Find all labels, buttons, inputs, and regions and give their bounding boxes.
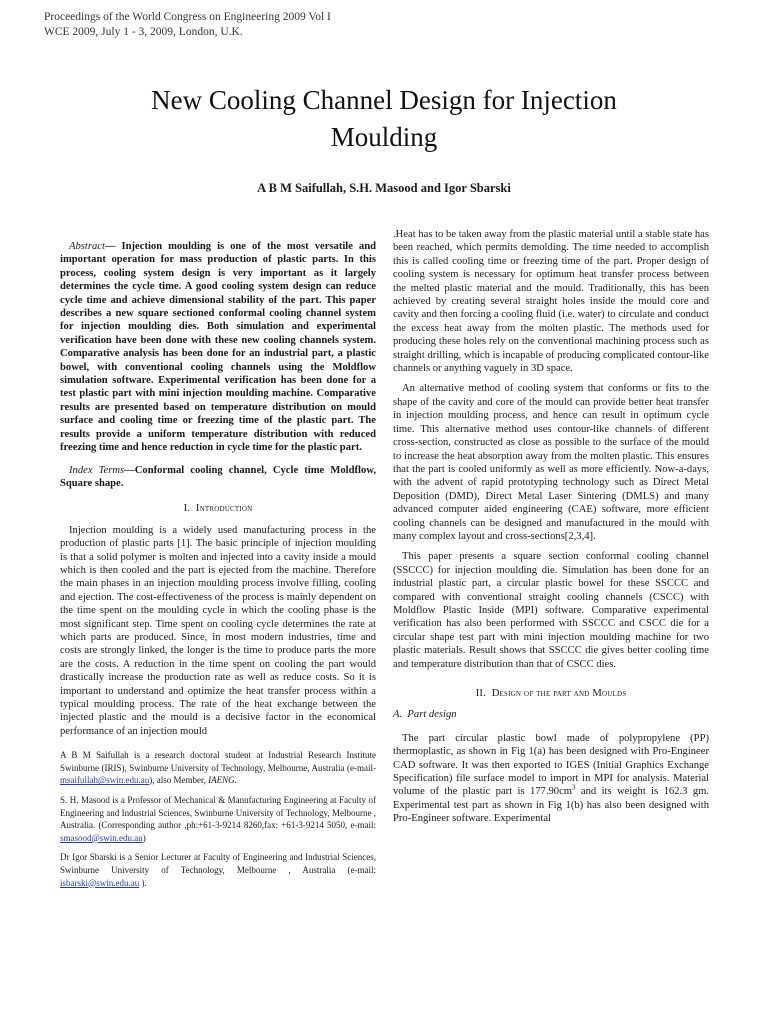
abstract-label: Abstract <box>69 241 105 252</box>
section-heading-design <box>393 687 709 700</box>
intro-paragraph: Injection moulding is a widely used manufacturing process in the production of plastic parts [1]. The basic principle of injection moulding is that a solid polymer is molten and injected into a cavity inside a mould which is then cooled and the part is ejected from the machine. Therefore the main phases in an injection moulding process involve filling, cooling and ejection. The cost-effectiveness of the process is mainly dependent on the time spent on the moulding cycle in which the cooling phase is the most significant step. Time spent on cooling cycle determines the rate at which parts are produced. Since, in most modern industries, time and costs are strongly linked, the longer is the time to produce parts the more are the costs. A reduction in the time spent on cooling the part would drastically increase the production rate as well as reduce costs. So it is important to understand and optimize the heat transfer process within a typical moulding process. The rate of the heat exchange between the injected plastic and the mould is a decisive factor in the economical performance of an injection mould <box>60 524 376 737</box>
abstract-dash: — <box>104 241 122 252</box>
superscript: 3 <box>572 783 576 792</box>
section-number: II. <box>475 688 486 699</box>
section-title: Introduction <box>195 503 253 515</box>
part-design-paragraph <box>393 732 709 826</box>
paper-title <box>0 82 768 156</box>
index-terms-label: Index Terms <box>69 464 125 476</box>
left-column <box>60 240 376 889</box>
proceedings-header <box>44 10 331 40</box>
subsection-label: A. <box>393 709 403 721</box>
abstract-text: Injection moulding is one of the most versatile and important operation for mass production of plastic parts. In this process, cooling system design is very important as it largely determines the cycle time. A good cooling system design can reduce cycle time and achieve dimensional stability of the part. This paper describes a new square sectioned conformal cooling channel system for injection moulding dies. Both simulation and experimental verification have been done with these new cooling channels system. Comparative analysis has been done for an industrial part, a plastic bowel, with conventional cooling channels using the Moldflow simulation software. Experimental verification has been done for a test plastic part with mini injection moulding machine. Comparative results are presented based on temperature distribution on mould surface and cooling time or freezing time of the plastic part. The results provide a uniform temperature distribution with reduced freezing time and hence reduction in cycle time for the plastic part. <box>60 241 377 454</box>
index-terms-text: Conformal cooling channel, Cycle time Moldflow, Square shape. <box>60 464 376 489</box>
footnote-text: S. H. Masood is a Professor of Mechanical & Manufacturing Engineering at Faculty of Engineering and Industrial Sciences, Swinburne University of Technology, Melbourne , Australia. (Corresponding author ,ph:+61-3-9214 8260,fax: +61-3-9214 5050, e-mail: <box>60 795 376 831</box>
index-terms <box>60 464 376 491</box>
right-column <box>393 228 709 826</box>
footnote-org: IAENG <box>208 775 235 786</box>
title-line-1: New Cooling Channel Design for Injection <box>151 85 617 115</box>
body-paragraph: An alternative method of cooling system that conforms or fits to the shape of the cavity and core of the mould can provide better heat transfer in injection moulding process, and hence can result in optimum cycle time. This alternative method uses contour-like channels of different cross-section, constructed as close as possible to the surface of the mould to increase the heat absorption away from the molten plastic. This ensures that the part is cooled uniformly as well as more efficiently. Now-a-days, with the advent of rapid prototyping technology such as Direct Metal Deposition (DMD), Direct Metal Laser Sintering (DMLS) and many advanced computer aided engineering (CAE) software, more efficient cooling channels can be designed and manufactured in the mould with many complex layout and cross-sections[2,3,4]. <box>393 383 709 542</box>
footnote-text: Dr Igor Sbarski is a Senior Lecturer at Faculty of Engineering and Industrial Sciences, Swinburne University of Technology, Melbourne , Australia (e-mail: <box>60 852 376 875</box>
title-line-2: Moulding <box>330 122 438 152</box>
abstract <box>60 240 376 455</box>
body-paragraph: This paper presents a square section conformal cooling channel (SSCCC) for injection moulding die. Simulation has been done for an industrial plastic part, a circular plastic bowel for these SSCCC and compared with conventional straight cooling channels (CSCC) with Moldflow Plastic Inside (MPI) software. Comparative experimental verification has also been performed with SSCCC and CSCC die for a circular shape test part with mini injection moulding machine for two plastic materials. Result shows that SSCCC die gives better cooling time and temperature distribution than that of CSCC dies. <box>393 551 709 670</box>
authors: A B M Saifullah, S.H. Masood and Igor Sbarski <box>257 181 511 195</box>
body-paragraph: .Heat has to be taken away from the plastic material until a stable state has been reached, which permits demolding. The time needed to accomplish this is called cooling time or freezing time of the part. Proper design of cooling system is necessary for optimum heat transfer process between the melted plastic material and the mould. Traditionally, this has been achieved by creating several straight holes inside the mould core and cavity and then forcing a cooling fluid (i.e. water) to circulate and conduct the excess heat away from the molten plastic. The methods used for producing these holes rely on the conventional machining process such as straight drilling, which is incapable of producing complicated contour-like channels or anything vaguely in 3D space. <box>393 229 709 375</box>
subsection-title: Part design <box>407 709 457 721</box>
paragraph-text: The part circular plastic bowl made of polypropylene (PP) thermoplastic, as shown in Fig 1(a) has been designed with Pro-Engineer CAD software. It was then exported to IGES (Initial Graphics Exchange Specification) file surface model to import in MPI for analysis. Material volume of the plastic part is 177.90cm <box>393 732 709 798</box>
section-title: Design of the part and Moulds <box>491 688 627 699</box>
footnote-text: ), also Member, <box>149 775 209 786</box>
section-heading-introduction <box>60 502 376 515</box>
email-link-saifullah[interactable]: msaifullah@swin.edu.au <box>60 775 150 786</box>
section-number: I. <box>183 503 191 515</box>
subsection-heading <box>393 708 709 721</box>
paragraph-text: and its weight is 162.3 gm. Experimental test part as shown in Fig 1(b) has also been designed with Pro-Engineer software. Experimental <box>393 786 709 825</box>
footnote-saifullah <box>60 749 376 787</box>
header-line-2: WCE 2009, July 1 - 3, 2009, London, U.K. <box>44 26 243 38</box>
footnote-text: ). <box>139 877 147 888</box>
email-link-masood[interactable]: smasood@swin.edu.au <box>60 832 143 843</box>
footnote-sbarski <box>60 851 376 889</box>
header-line-1: Proceedings of the World Congress on Engineering 2009 Vol I <box>44 11 331 23</box>
email-link-sbarski[interactable]: isbarski@swin.edu.au <box>60 877 140 888</box>
footnote-masood <box>60 794 376 844</box>
footnote-text: . <box>234 775 237 786</box>
footnote-text: ) <box>142 832 146 843</box>
footnote-text: A B M Saifullah is a research doctoral student at Industrial Research Institute Swinburne (IRIS), Swinburne University of Technology, Melbourne, Australia (e-mail- <box>60 750 376 773</box>
index-terms-dash: — <box>124 464 135 476</box>
